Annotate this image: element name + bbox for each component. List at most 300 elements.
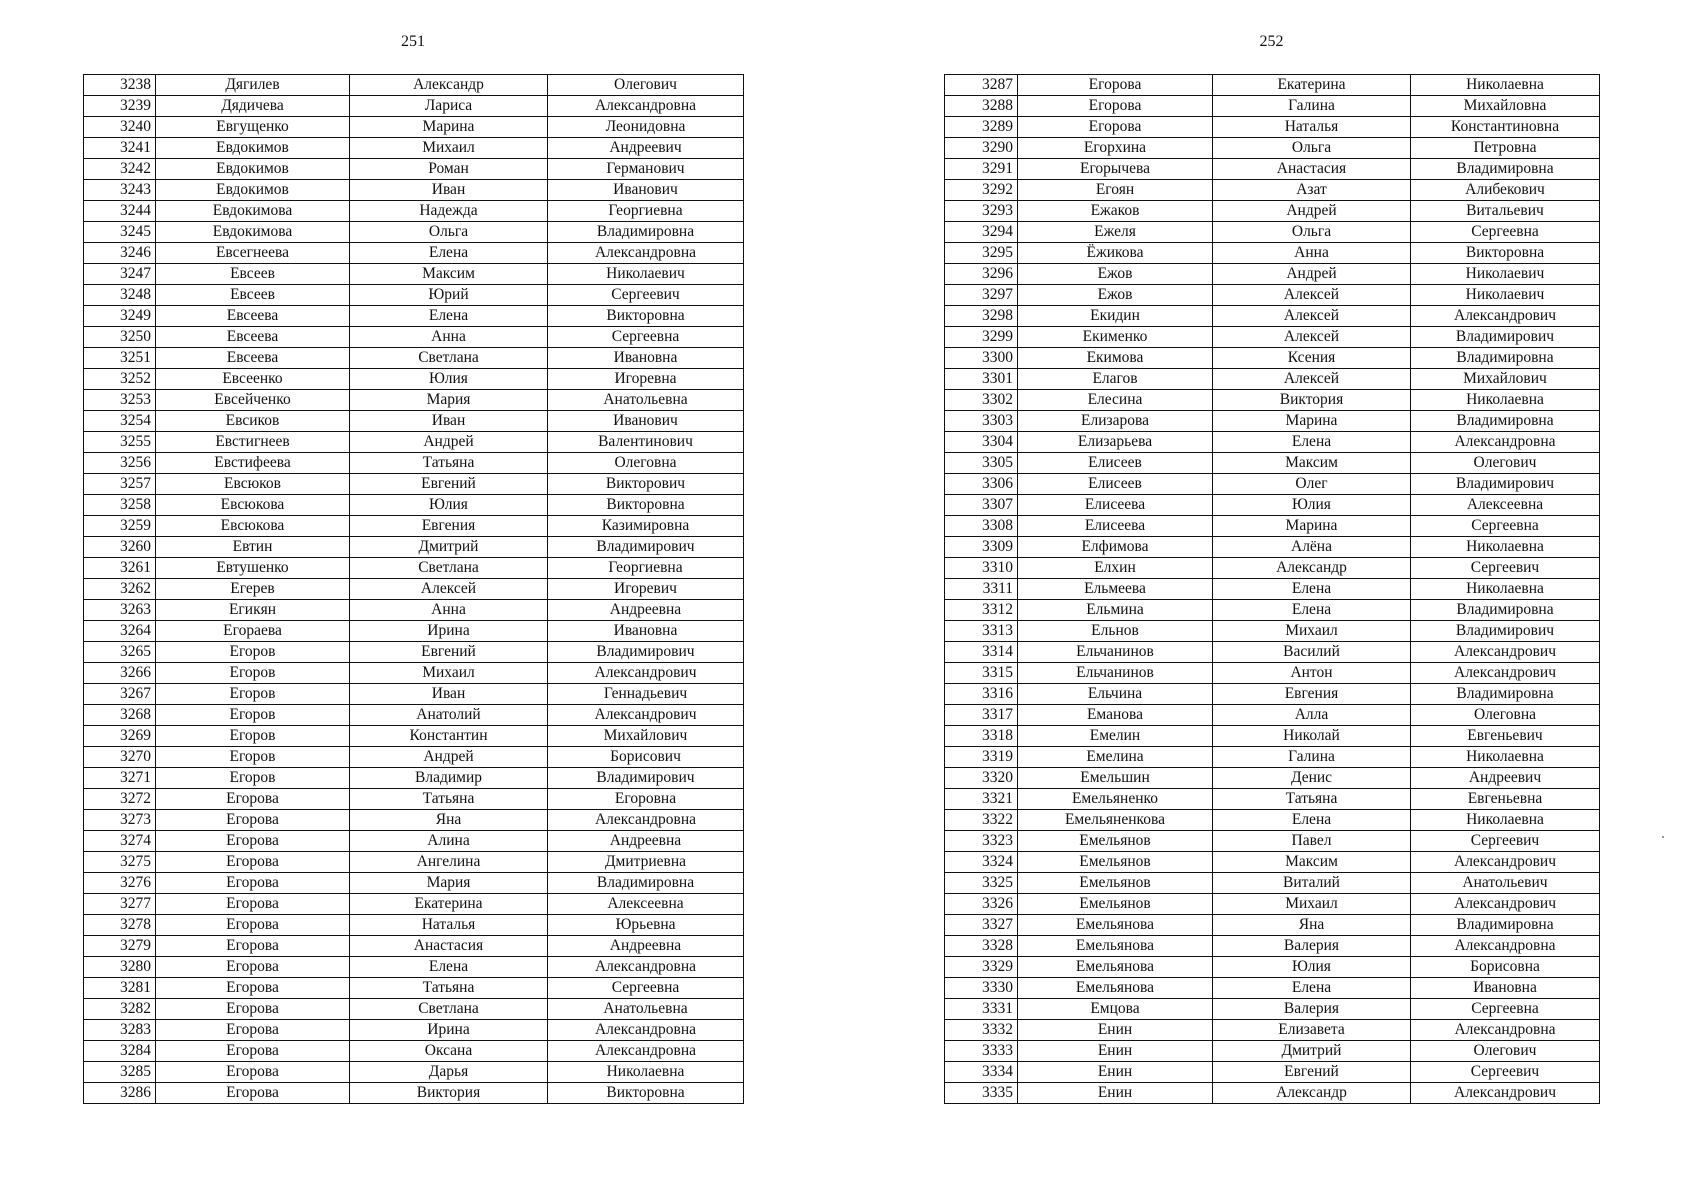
patronymic-cell: Александровна — [1411, 432, 1600, 453]
patronymic-cell: Георгиевна — [548, 201, 744, 222]
patronymic-cell: Владимировна — [548, 222, 744, 243]
table-row — [945, 558, 1600, 579]
last-name-cell: Егорова — [156, 810, 350, 831]
first-name-cell: Светлана — [350, 999, 548, 1020]
first-name-cell: Елена — [1213, 978, 1411, 999]
table-row — [945, 138, 1600, 159]
record-number-cell: 3240 — [84, 117, 156, 138]
patronymic-cell: Владимирович — [1411, 621, 1600, 642]
record-number-cell: 3260 — [84, 537, 156, 558]
table-row — [945, 1083, 1600, 1104]
record-number-cell: 3263 — [84, 600, 156, 621]
record-number-cell: 3261 — [84, 558, 156, 579]
table-row — [84, 1062, 744, 1083]
record-number-cell: 3277 — [84, 894, 156, 915]
record-number-cell: 3246 — [84, 243, 156, 264]
record-number-cell: 3335 — [945, 1083, 1018, 1104]
first-name-cell: Алексей — [1213, 369, 1411, 390]
patronymic-cell: Евгеньевич — [1411, 726, 1600, 747]
patronymic-cell: Юрьевна — [548, 915, 744, 936]
last-name-cell: Енин — [1018, 1062, 1213, 1083]
last-name-cell: Егорова — [1018, 75, 1213, 96]
last-name-cell: Евсеев — [156, 285, 350, 306]
first-name-cell: Яна — [1213, 915, 1411, 936]
first-name-cell: Максим — [1213, 852, 1411, 873]
first-name-cell: Мария — [350, 873, 548, 894]
table-row — [945, 327, 1600, 348]
first-name-cell: Наталья — [350, 915, 548, 936]
patronymic-cell: Николаевна — [1411, 75, 1600, 96]
record-number-cell: 3275 — [84, 852, 156, 873]
last-name-cell: Емцова — [1018, 999, 1213, 1020]
table-row — [84, 831, 744, 852]
table-row — [84, 684, 744, 705]
record-number-cell: 3323 — [945, 831, 1018, 852]
patronymic-cell: Сергеевна — [1411, 516, 1600, 537]
first-name-cell: Иван — [350, 180, 548, 201]
patronymic-cell: Владимирович — [548, 537, 744, 558]
first-name-cell: Анастасия — [1213, 159, 1411, 180]
last-name-cell: Егорова — [156, 1083, 350, 1104]
patronymic-cell: Егоровна — [548, 789, 744, 810]
last-name-cell: Егорова — [156, 1020, 350, 1041]
patronymic-cell: Александровна — [548, 96, 744, 117]
first-name-cell: Николай — [1213, 726, 1411, 747]
patronymic-cell: Сергеевна — [548, 978, 744, 999]
first-name-cell: Анна — [1213, 243, 1411, 264]
right-page-number: 252 — [1259, 33, 1284, 50]
first-name-cell: Ирина — [350, 1020, 548, 1041]
table-row — [84, 453, 744, 474]
last-name-cell: Ельчанинов — [1018, 663, 1213, 684]
table-row — [945, 747, 1600, 768]
last-name-cell: Ежов — [1018, 285, 1213, 306]
patronymic-cell: Владимировна — [1411, 411, 1600, 432]
table-row — [945, 474, 1600, 495]
last-name-cell: Егоров — [156, 642, 350, 663]
record-number-cell: 3248 — [84, 285, 156, 306]
table-row — [84, 306, 744, 327]
last-name-cell: Егорова — [156, 894, 350, 915]
table-row — [84, 537, 744, 558]
first-name-cell: Валерия — [1213, 999, 1411, 1020]
first-name-cell: Максим — [350, 264, 548, 285]
patronymic-cell: Сергеевна — [548, 327, 744, 348]
last-name-cell: Елизарьева — [1018, 432, 1213, 453]
table-row — [84, 180, 744, 201]
last-name-cell: Егорова — [156, 789, 350, 810]
last-name-cell: Евдокимова — [156, 222, 350, 243]
first-name-cell: Алла — [1213, 705, 1411, 726]
patronymic-cell: Андреевич — [1411, 768, 1600, 789]
table-row — [84, 96, 744, 117]
patronymic-cell: Олегович — [1411, 1041, 1600, 1062]
table-row — [945, 516, 1600, 537]
patronymic-cell: Олеговна — [548, 453, 744, 474]
record-number-cell: 3302 — [945, 390, 1018, 411]
table-row — [945, 285, 1600, 306]
record-number-cell: 3325 — [945, 873, 1018, 894]
table-row — [945, 915, 1600, 936]
table-row — [84, 621, 744, 642]
patronymic-cell: Александрович — [1411, 663, 1600, 684]
record-number-cell: 3318 — [945, 726, 1018, 747]
record-number-cell: 3298 — [945, 306, 1018, 327]
table-row — [84, 558, 744, 579]
record-number-cell: 3280 — [84, 957, 156, 978]
record-number-cell: 3299 — [945, 327, 1018, 348]
record-number-cell: 3312 — [945, 600, 1018, 621]
table-row — [945, 495, 1600, 516]
last-name-cell: Елисеев — [1018, 474, 1213, 495]
last-name-cell: Емельянова — [1018, 915, 1213, 936]
last-name-cell: Емелина — [1018, 747, 1213, 768]
patronymic-cell: Константиновна — [1411, 117, 1600, 138]
patronymic-cell: Михайлович — [548, 726, 744, 747]
patronymic-cell: Александрович — [1411, 306, 1600, 327]
first-name-cell: Марина — [1213, 411, 1411, 432]
last-name-cell: Егорова — [156, 999, 350, 1020]
patronymic-cell: Владимирович — [1411, 327, 1600, 348]
table-row — [84, 789, 744, 810]
record-number-cell: 3317 — [945, 705, 1018, 726]
patronymic-cell: Андреевна — [548, 936, 744, 957]
patronymic-cell: Николаевна — [1411, 747, 1600, 768]
record-number-cell: 3262 — [84, 579, 156, 600]
table-row — [945, 117, 1600, 138]
last-name-cell: Евгущенко — [156, 117, 350, 138]
last-name-cell: Егорычева — [1018, 159, 1213, 180]
last-name-cell: Ежов — [1018, 264, 1213, 285]
patronymic-cell: Казимировна — [548, 516, 744, 537]
patronymic-cell: Владимировна — [1411, 348, 1600, 369]
last-name-cell: Егоян — [1018, 180, 1213, 201]
table-row — [84, 915, 744, 936]
patronymic-cell: Николаевна — [548, 1062, 744, 1083]
last-name-cell: Евдокимов — [156, 159, 350, 180]
table-row — [945, 621, 1600, 642]
first-name-cell: Антон — [1213, 663, 1411, 684]
patronymic-cell: Сергеевна — [1411, 999, 1600, 1020]
patronymic-cell: Витальевич — [1411, 201, 1600, 222]
table-row — [84, 495, 744, 516]
table-row — [945, 957, 1600, 978]
table-row — [945, 600, 1600, 621]
first-name-cell: Яна — [350, 810, 548, 831]
record-number-cell: 3270 — [84, 747, 156, 768]
first-name-cell: Виктория — [1213, 390, 1411, 411]
patronymic-cell: Владимировна — [1411, 915, 1600, 936]
first-name-cell: Татьяна — [350, 789, 548, 810]
table-row — [945, 390, 1600, 411]
record-number-cell: 3294 — [945, 222, 1018, 243]
first-name-cell: Лариса — [350, 96, 548, 117]
last-name-cell: Ельчина — [1018, 684, 1213, 705]
table-row — [945, 1020, 1600, 1041]
first-name-cell: Павел — [1213, 831, 1411, 852]
patronymic-cell: Николаевна — [1411, 537, 1600, 558]
table-row — [84, 978, 744, 999]
last-name-cell: Ельмеева — [1018, 579, 1213, 600]
first-name-cell: Екатерина — [350, 894, 548, 915]
record-number-cell: 3267 — [84, 684, 156, 705]
record-number-cell: 3252 — [84, 369, 156, 390]
patronymic-cell: Петровна — [1411, 138, 1600, 159]
first-name-cell: Виктория — [350, 1083, 548, 1104]
table-row — [84, 222, 744, 243]
last-name-cell: Енин — [1018, 1020, 1213, 1041]
table-row — [84, 474, 744, 495]
record-number-cell: 3321 — [945, 789, 1018, 810]
first-name-cell: Андрей — [1213, 264, 1411, 285]
table-row — [84, 348, 744, 369]
record-number-cell: 3269 — [84, 726, 156, 747]
last-name-cell: Егерев — [156, 579, 350, 600]
first-name-cell: Елена — [1213, 432, 1411, 453]
first-name-cell: Дмитрий — [1213, 1041, 1411, 1062]
last-name-cell: Елфимова — [1018, 537, 1213, 558]
record-number-cell: 3313 — [945, 621, 1018, 642]
patronymic-cell: Анатольевна — [548, 390, 744, 411]
last-name-cell: Егоров — [156, 747, 350, 768]
record-number-cell: 3286 — [84, 1083, 156, 1104]
table-row — [945, 579, 1600, 600]
table-row — [945, 96, 1600, 117]
table-row — [945, 222, 1600, 243]
record-number-cell: 3243 — [84, 180, 156, 201]
last-name-cell: Емельянова — [1018, 957, 1213, 978]
table-row — [84, 768, 744, 789]
first-name-cell: Мария — [350, 390, 548, 411]
patronymic-cell: Николаевич — [1411, 285, 1600, 306]
table-row — [945, 411, 1600, 432]
record-number-cell: 3250 — [84, 327, 156, 348]
patronymic-cell: Александрович — [1411, 1083, 1600, 1104]
patronymic-cell: Игоревна — [548, 369, 744, 390]
record-number-cell: 3282 — [84, 999, 156, 1020]
patronymic-cell: Александрович — [1411, 852, 1600, 873]
patronymic-cell: Викторовна — [1411, 243, 1600, 264]
last-name-cell: Егоров — [156, 726, 350, 747]
table-row — [945, 642, 1600, 663]
last-name-cell: Ежеля — [1018, 222, 1213, 243]
record-number-cell: 3303 — [945, 411, 1018, 432]
table-row — [84, 852, 744, 873]
last-name-cell: Емельянов — [1018, 894, 1213, 915]
first-name-cell: Юлия — [1213, 495, 1411, 516]
record-number-cell: 3264 — [84, 621, 156, 642]
table-row — [84, 1083, 744, 1104]
patronymic-cell: Леонидовна — [548, 117, 744, 138]
last-name-cell: Енин — [1018, 1083, 1213, 1104]
record-number-cell: 3259 — [84, 516, 156, 537]
table-row — [945, 1041, 1600, 1062]
patronymic-cell: Николаевна — [1411, 579, 1600, 600]
record-number-cell: 3291 — [945, 159, 1018, 180]
patronymic-cell: Александровна — [548, 810, 744, 831]
table-row — [84, 117, 744, 138]
first-name-cell: Евгений — [1213, 1062, 1411, 1083]
last-name-cell: Емельяненко — [1018, 789, 1213, 810]
first-name-cell: Татьяна — [350, 978, 548, 999]
last-name-cell: Емельянов — [1018, 852, 1213, 873]
patronymic-cell: Сергеевич — [1411, 1062, 1600, 1083]
record-number-cell: 3278 — [84, 915, 156, 936]
record-number-cell: 3241 — [84, 138, 156, 159]
patronymic-cell: Михайловна — [1411, 96, 1600, 117]
table-row — [84, 579, 744, 600]
first-name-cell: Елена — [1213, 579, 1411, 600]
last-name-cell: Евтушенко — [156, 558, 350, 579]
first-name-cell: Алексей — [1213, 285, 1411, 306]
patronymic-cell: Александрович — [1411, 894, 1600, 915]
record-number-cell: 3256 — [84, 453, 156, 474]
last-name-cell: Егорова — [156, 915, 350, 936]
record-number-cell: 3304 — [945, 432, 1018, 453]
record-number-cell: 3288 — [945, 96, 1018, 117]
last-name-cell: Егорова — [156, 831, 350, 852]
table-row — [84, 138, 744, 159]
first-name-cell: Роман — [350, 159, 548, 180]
table-row — [84, 432, 744, 453]
last-name-cell: Елисеева — [1018, 516, 1213, 537]
last-name-cell: Емельянов — [1018, 831, 1213, 852]
last-name-cell: Егоров — [156, 768, 350, 789]
last-name-cell: Егорова — [156, 1041, 350, 1062]
first-name-cell: Галина — [1213, 96, 1411, 117]
last-name-cell: Евстигнеев — [156, 432, 350, 453]
left-page-number: 251 — [401, 33, 425, 50]
record-number-cell: 3297 — [945, 285, 1018, 306]
table-row — [945, 978, 1600, 999]
first-name-cell: Михаил — [350, 138, 548, 159]
patronymic-cell: Германович — [548, 159, 744, 180]
first-name-cell: Елена — [350, 306, 548, 327]
patronymic-cell: Александровна — [548, 243, 744, 264]
last-name-cell: Ежаков — [1018, 201, 1213, 222]
last-name-cell: Евсеева — [156, 348, 350, 369]
table-row — [945, 873, 1600, 894]
last-name-cell: Егикян — [156, 600, 350, 621]
first-name-cell: Евгений — [350, 474, 548, 495]
first-name-cell: Дмитрий — [350, 537, 548, 558]
table-row — [84, 894, 744, 915]
table-row — [945, 180, 1600, 201]
first-name-cell: Владимир — [350, 768, 548, 789]
patronymic-cell: Олеговна — [1411, 705, 1600, 726]
table-row — [84, 75, 744, 96]
record-number-cell: 3293 — [945, 201, 1018, 222]
last-name-cell: Елесина — [1018, 390, 1213, 411]
first-name-cell: Константин — [350, 726, 548, 747]
record-number-cell: 3289 — [945, 117, 1018, 138]
table-row — [84, 369, 744, 390]
last-name-cell: Егораева — [156, 621, 350, 642]
table-row — [84, 1041, 744, 1062]
table-row — [945, 537, 1600, 558]
table-row — [945, 894, 1600, 915]
first-name-cell: Наталья — [1213, 117, 1411, 138]
patronymic-cell: Анатольевич — [1411, 873, 1600, 894]
last-name-cell: Егоров — [156, 684, 350, 705]
patronymic-cell: Викторовна — [548, 306, 744, 327]
last-name-cell: Егорова — [156, 1062, 350, 1083]
record-number-cell: 3292 — [945, 180, 1018, 201]
first-name-cell: Светлана — [350, 558, 548, 579]
table-row — [84, 285, 744, 306]
last-name-cell: Ёжикова — [1018, 243, 1213, 264]
table-row — [84, 390, 744, 411]
last-name-cell: Елхин — [1018, 558, 1213, 579]
first-name-cell: Алексей — [1213, 306, 1411, 327]
patronymic-cell: Александровна — [548, 1020, 744, 1041]
first-name-cell: Ольга — [350, 222, 548, 243]
patronymic-cell: Владимировна — [1411, 600, 1600, 621]
record-number-cell: 3315 — [945, 663, 1018, 684]
patronymic-cell: Алексеевна — [1411, 495, 1600, 516]
first-name-cell: Азат — [1213, 180, 1411, 201]
last-name-cell: Емелин — [1018, 726, 1213, 747]
patronymic-cell: Олегович — [548, 75, 744, 96]
patronymic-cell: Дмитриевна — [548, 852, 744, 873]
record-number-cell: 3322 — [945, 810, 1018, 831]
patronymic-cell: Николаевич — [548, 264, 744, 285]
last-name-cell: Емельянова — [1018, 978, 1213, 999]
record-number-cell: 3268 — [84, 705, 156, 726]
record-number-cell: 3274 — [84, 831, 156, 852]
last-name-cell: Евсеев — [156, 264, 350, 285]
patronymic-cell: Ивановна — [548, 348, 744, 369]
first-name-cell: Надежда — [350, 201, 548, 222]
patronymic-cell: Михайлович — [1411, 369, 1600, 390]
first-name-cell: Елена — [1213, 810, 1411, 831]
first-name-cell: Юрий — [350, 285, 548, 306]
record-number-cell: 3279 — [84, 936, 156, 957]
record-number-cell: 3281 — [84, 978, 156, 999]
patronymic-cell: Иванович — [548, 180, 744, 201]
patronymic-cell: Георгиевна — [548, 558, 744, 579]
table-row — [84, 327, 744, 348]
first-name-cell: Анна — [350, 600, 548, 621]
last-name-cell: Евстифеева — [156, 453, 350, 474]
patronymic-cell: Николаевич — [1411, 264, 1600, 285]
last-name-cell: Евдокимов — [156, 138, 350, 159]
record-number-cell: 3283 — [84, 1020, 156, 1041]
table-row — [84, 747, 744, 768]
record-number-cell: 3316 — [945, 684, 1018, 705]
table-row — [84, 411, 744, 432]
patronymic-cell: Анатольевна — [548, 999, 744, 1020]
last-name-cell: Евдокимова — [156, 201, 350, 222]
table-row — [945, 159, 1600, 180]
last-name-cell: Егоров — [156, 705, 350, 726]
patronymic-cell: Андреевна — [548, 831, 744, 852]
table-row — [945, 663, 1600, 684]
patronymic-cell: Андреевич — [548, 138, 744, 159]
last-name-cell: Екидин — [1018, 306, 1213, 327]
record-number-cell: 3306 — [945, 474, 1018, 495]
table-row — [945, 726, 1600, 747]
patronymic-cell: Борисовна — [1411, 957, 1600, 978]
last-name-cell: Егорхина — [1018, 138, 1213, 159]
first-name-cell: Олег — [1213, 474, 1411, 495]
first-name-cell: Елена — [350, 243, 548, 264]
last-name-cell: Елизарова — [1018, 411, 1213, 432]
first-name-cell: Ольга — [1213, 138, 1411, 159]
first-name-cell: Иван — [350, 411, 548, 432]
table-row — [84, 999, 744, 1020]
patronymic-cell: Александрович — [548, 705, 744, 726]
